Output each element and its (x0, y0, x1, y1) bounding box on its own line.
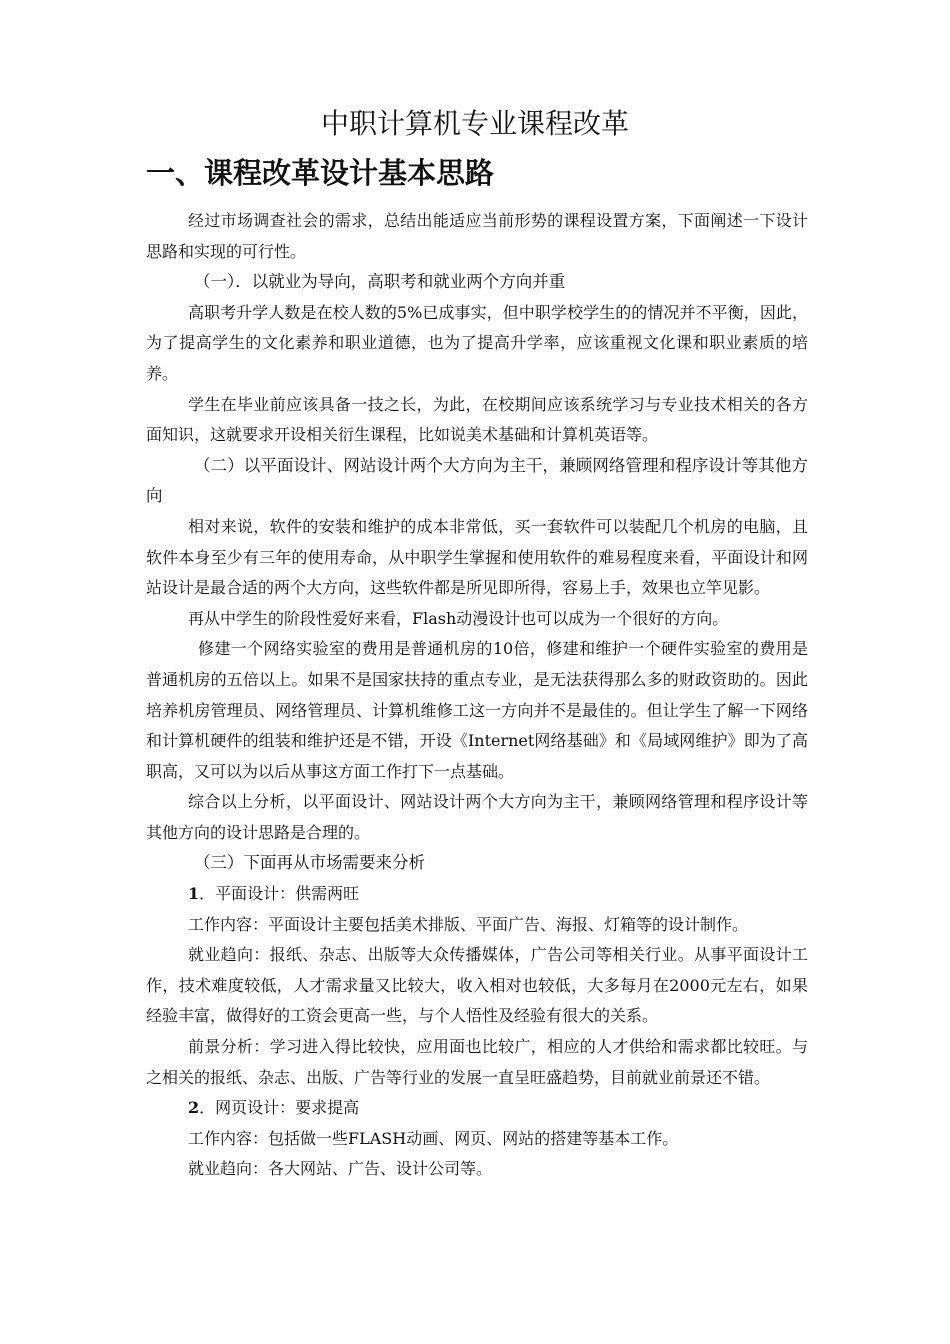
document-body (146, 206, 808, 1185)
paragraph: 再从中学生的阶段性爱好来看，Flash动漫设计也可以成为一个很好的方向。 (188, 608, 729, 628)
subheading-1: （一）．以就业为导向，高职考和就业两个方向并重 (194, 272, 566, 292)
paragraph: 就业趋向：各大网站、广告、设计公司等。 (188, 1159, 493, 1179)
paragraph: 相对来说，软件的安装和维护的成本非常低，买一套软件可以装配几个机房的电脑，且软件本身至少有三年的使用寿命，从中职学生掌握和使用软件的难易程度来看，平面设计和网站设计是最合适的两个大方向，这些软件都是所见即所得，容易上手，效果也立竿见影。 (146, 516, 808, 598)
subheading-3: （三）下面再从市场需要来分析 (194, 853, 425, 873)
paragraph: 综合以上分析，以平面设计、网站设计两个大方向为主干，兼顾网络管理和程序设计等其他方向的设计思路是合理的。 (146, 792, 808, 842)
item-number: 1 (188, 884, 200, 904)
paragraph: 修建一个网络实验室的费用是普通机房的10倍，修建和维护一个硬件实验室的费用是普通机房的五倍以上。如果不是国家扶持的重点专业，是无法获得那么多的财政资助的。因此培养机房管理员、网络管理员、计算机维修工这一方向并不是最佳的。但让学生了解一下网络和计算机硬件的组装和维护还是不错，开设《Internet网络基础》和《局域网维护》即为了高职高，又可以为以后从事这方面工作打下一点基础。 (146, 639, 808, 781)
item-heading-1 (146, 879, 808, 910)
paragraph: 经过市场调查社会的需求，总结出能适应当前形势的课程设置方案，下面阐述一下设计思路和实现的可行性。 (146, 211, 808, 261)
item-heading-text: ．平面设计：供需两旺 (199, 884, 360, 904)
item-number: 2 (188, 1098, 200, 1118)
paragraph: 学生在毕业前应该具备一技之长，为此，在校期间应该系统学习与专业技术相关的各方面知识，这就要求开设相关衍生课程，比如说美术基础和计算机英语等。 (146, 394, 808, 445)
section-heading: 一、课程改革设计基本思路 (146, 156, 495, 190)
subheading-2: （二）以平面设计、网站设计两个大方向为主干，兼顾网络管理和程序设计等其他方向 (146, 455, 808, 506)
paragraph: 工作内容：包括做一些FLASH动画、网页、网站的搭建等基本工作。 (188, 1128, 679, 1148)
item-heading-2 (146, 1093, 808, 1124)
item-heading-text: ．网页设计：要求提高 (199, 1098, 360, 1118)
paragraph: 前景分析：学习进入得比较快，应用面也比较广，相应的人才供给和需求都比较旺。与之相关的报纸、杂志、出版、广告等行业的发展一直呈旺盛趋势，目前就业前景还不错。 (146, 1037, 808, 1087)
paragraph: 高职考升学人数是在校人数的5%已成事实，但中职学校学生的的情况并不平衡，因此，为了提高学生的文化素养和职业道德，也为了提高升学率，应该重视文化课和职业素质的培养。 (146, 302, 808, 383)
paragraph: 就业趋向：报纸、杂志、出版等大众传播媒体，广告公司等相关行业。从事平面设计工作，技术难度较低，人才需求量又比较大，收入相对也较低，大多每月在2000元左右，如果经验丰富，做得好的工资会更高一些，与个人悟性及经验有很大的关系。 (146, 945, 808, 1026)
document-title: 中职计算机专业课程改革 (320, 107, 629, 140)
paragraph: 工作内容：平面设计主要包括美术排版、平面广告、海报、灯箱等的设计制作。 (188, 914, 749, 934)
